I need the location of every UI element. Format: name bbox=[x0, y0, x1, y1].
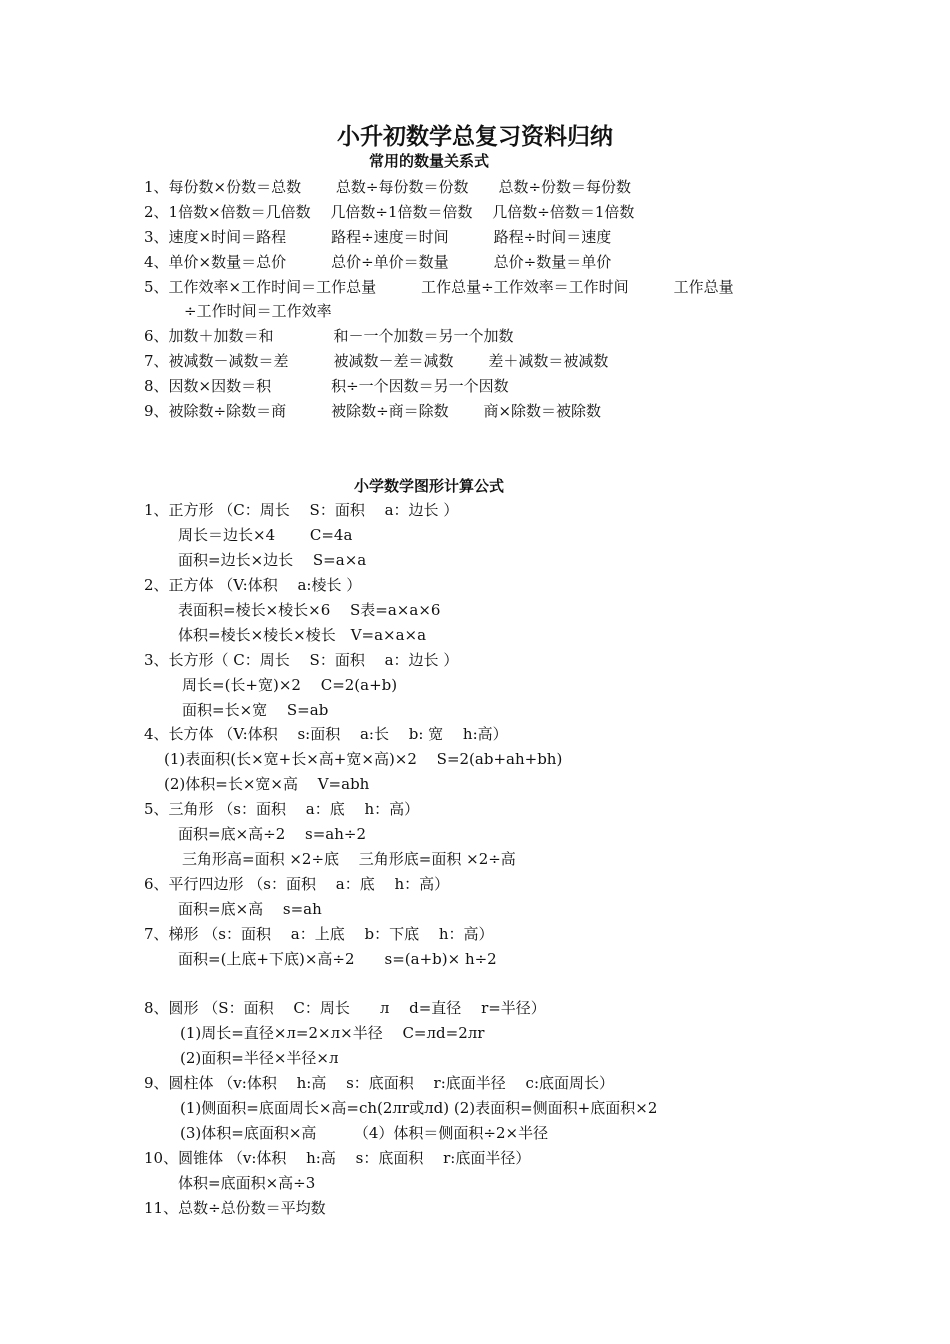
formula-line: (3)体积=底面积×高 （4）体积＝侧面积÷2×半径 bbox=[180, 1124, 549, 1142]
section-heading-geometry-formulas: 小学数学图形计算公式 bbox=[353, 477, 504, 495]
formula-line: (1)侧面积=底面周长×高=ch(2лr或лd) (2)表面积=侧面积+底面积×2 bbox=[180, 1099, 658, 1117]
formula-heading: 4、长方体 （V:体积 s:面积 a:长 b: 宽 h:高） bbox=[144, 725, 508, 743]
section-heading-quantity-relations: 常用的数量关系式 bbox=[368, 152, 489, 170]
formula-heading: 9、圆柱体 （v:体积 h:高 s：底面积 r:底面半径 c:底面周长） bbox=[144, 1074, 615, 1092]
relation-line: 5、工作效率×工作时间＝工作总量 工作总量÷工作效率＝工作时间 工作总量 bbox=[144, 278, 734, 296]
formula-heading: 11、总数÷总份数＝平均数 bbox=[144, 1199, 326, 1217]
relation-line: 6、加数＋加数＝和 和－一个加数＝另一个加数 bbox=[144, 327, 514, 345]
formula-line: 周长=(长+宽)×2 C=2(a+b) bbox=[182, 676, 398, 694]
formula-heading: 1、正方形 （C：周长 S：面积 a：边长 ） bbox=[144, 501, 459, 519]
formula-heading: 10、圆锥体 （v:体积 h:高 s：底面积 r:底面半径） bbox=[144, 1149, 531, 1167]
relation-line: 9、被除数÷除数＝商 被除数÷商＝除数 商×除数＝被除数 bbox=[144, 402, 602, 420]
formula-line: (1)表面积(长×宽+长×高+宽×高)×2 S=2(ab+ah+bh) bbox=[164, 750, 563, 768]
document-title: 小升初数学总复习资料归纳 bbox=[337, 124, 613, 150]
formula-heading: 6、平行四边形 （s：面积 a：底 h：高） bbox=[144, 875, 450, 893]
formula-line: 体积=底面积×高÷3 bbox=[178, 1174, 316, 1192]
formula-line: 表面积=棱长×棱长×6 S表=a×a×6 bbox=[178, 601, 441, 619]
relation-line: 7、被减数－减数＝差 被减数－差＝减数 差＋减数＝被减数 bbox=[144, 352, 609, 370]
formula-line: 面积=长×宽 S=ab bbox=[182, 701, 329, 719]
relation-line-continuation: ÷工作时间＝工作效率 bbox=[184, 302, 332, 320]
formula-line: 面积=底×高÷2 s=ah÷2 bbox=[178, 825, 366, 843]
formula-line: 面积=底×高 s=ah bbox=[178, 900, 322, 918]
formula-heading: 7、梯形 （s：面积 a：上底 b：下底 h：高） bbox=[144, 925, 494, 943]
formula-line: 体积=棱长×棱长×棱长 V=a×a×a bbox=[178, 626, 427, 644]
formula-line: 面积=(上底+下底)×高÷2 s=(a+b)× h÷2 bbox=[178, 950, 497, 968]
relation-line: 2、1倍数×倍数＝几倍数 几倍数÷1倍数＝倍数 几倍数÷倍数＝1倍数 bbox=[144, 203, 635, 221]
formula-line: 周长＝边长×4 C=4a bbox=[178, 526, 353, 544]
formula-line: (1)周长=直径×л=2×л×半径 C=лd=2лr bbox=[180, 1024, 485, 1042]
formula-line: 三角形高=面积 ×2÷底 三角形底=面积 ×2÷高 bbox=[182, 850, 516, 868]
formula-heading: 3、长方形（ C：周长 S：面积 a：边长 ） bbox=[144, 651, 459, 669]
relation-line: 1、每份数×份数＝总数 总数÷每份数＝份数 总数÷份数＝每份数 bbox=[144, 178, 632, 196]
formula-heading: 8、圆形 （S：面积 C：周长 л d=直径 r=半径） bbox=[144, 999, 546, 1017]
relation-line: 4、单价×数量＝总价 总价÷单价＝数量 总价÷数量＝单价 bbox=[144, 253, 612, 271]
relation-line: 8、因数×因数＝积 积÷一个因数＝另一个因数 bbox=[144, 377, 509, 395]
formula-heading: 2、正方体 （V:体积 a:棱长 ） bbox=[144, 576, 362, 594]
relation-line: 3、速度×时间＝路程 路程÷速度＝时间 路程÷时间＝速度 bbox=[144, 228, 612, 246]
formula-line: 面积=边长×边长 S=a×a bbox=[178, 551, 367, 569]
formula-line: (2)面积=半径×半径×л bbox=[180, 1049, 339, 1067]
formula-line: (2)体积=长×宽×高 V=abh bbox=[164, 775, 370, 793]
formula-heading: 5、三角形 （s：面积 a：底 h：高） bbox=[144, 800, 420, 818]
